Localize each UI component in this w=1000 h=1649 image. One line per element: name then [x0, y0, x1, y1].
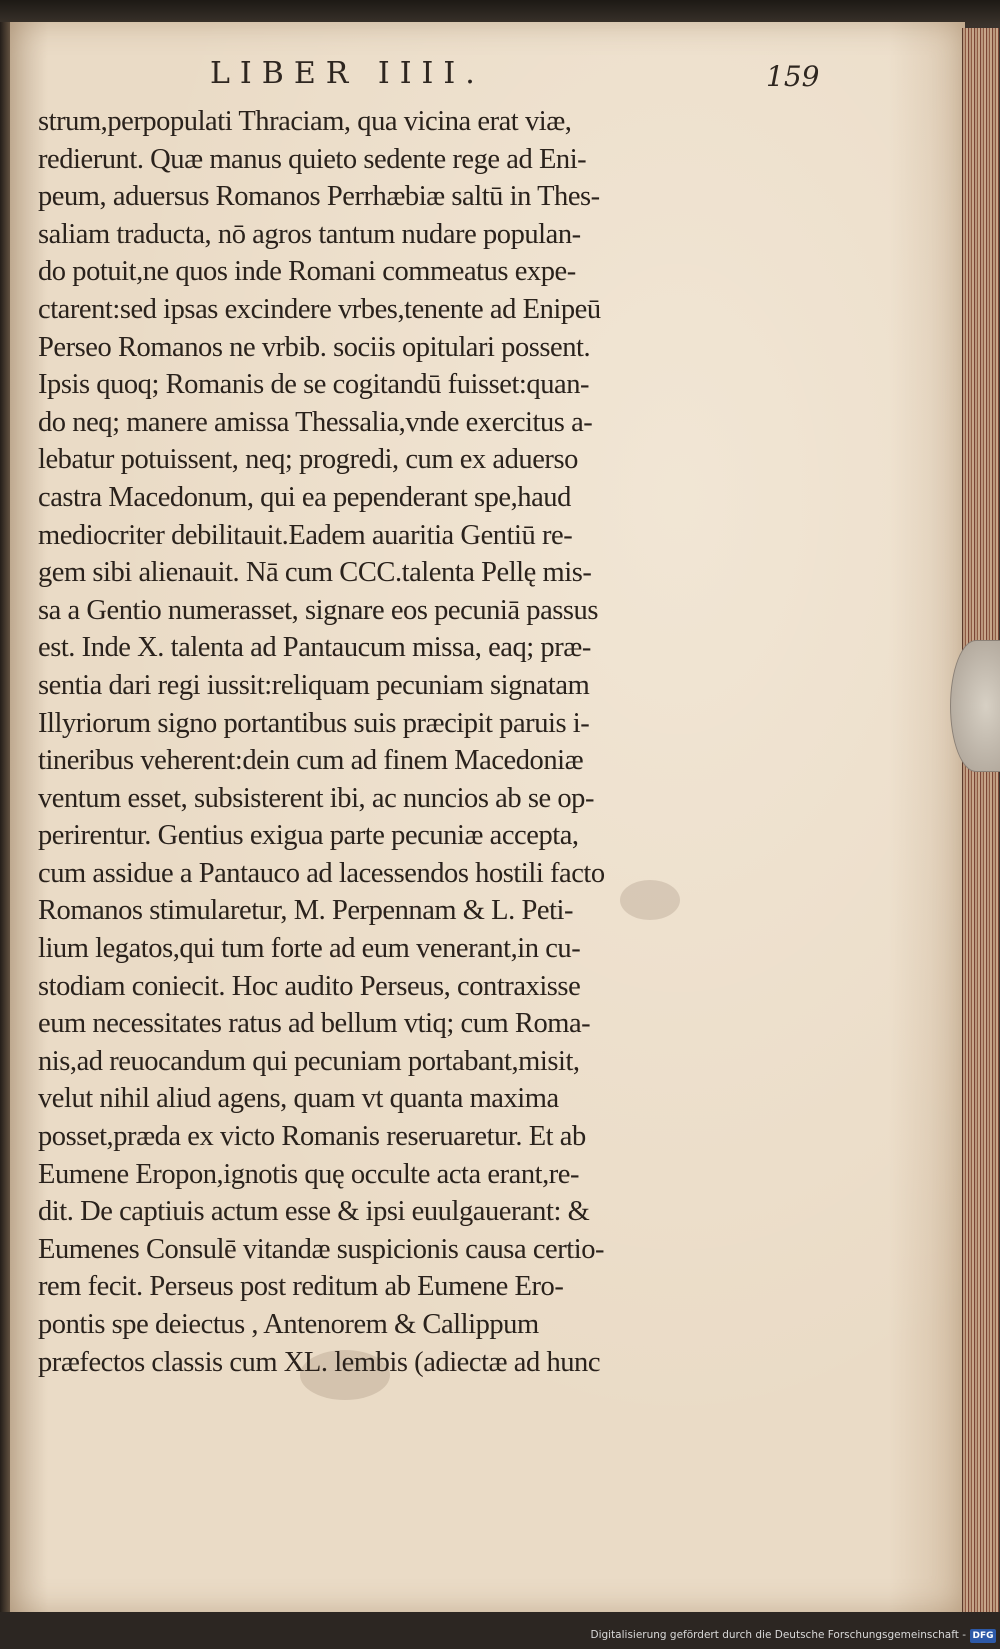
text-line: posset,præda ex victo Romanis reseruaretur. Et ab — [38, 1121, 586, 1153]
text-line: præfectos classis cum XL. lembis (adiectæ ad hunc — [38, 1346, 601, 1378]
text-line: mediocriter debilitauit.Eadem auaritia Gentiū re- — [38, 519, 573, 551]
text-line: castra Macedonum, qui ea pependerant spe,haud — [38, 481, 571, 513]
text-line: saliam traducta, nō agros tantum nudare populan- — [38, 218, 581, 250]
text-line: perirentur. Gentius exigua parte pecuniæ accepta, — [38, 820, 579, 852]
text-line: strum,perpopulati Thraciam, qua vicina erat viæ, — [38, 106, 572, 137]
text-line: Illyriorum signo portantibus suis præcipit paruis i- — [38, 707, 590, 739]
text-line: do potuit,ne quos inde Romani commeatus expe- — [38, 256, 576, 288]
text-line: pontis spe deiectus , Antenorem & Callippum — [38, 1309, 539, 1340]
text-line: lium legatos,qui tum forte ad eum venerant,in cu- — [38, 933, 581, 965]
text-line: ctarent:sed ipsas excindere vrbes,tenente ad Enipeū — [38, 293, 601, 325]
text-line: rem fecit. Perseus post reditum ab Eumene Ero- — [38, 1271, 564, 1303]
text-line: dit. De captiuis actum esse & ipsi euulgauerant: & — [38, 1196, 590, 1228]
text-line: Romanos stimularetur, M. Perpennam & L. Peti- — [38, 895, 574, 927]
text-line: peum, aduersus Romanos Perrhæbiæ saltū in Thes- — [38, 181, 600, 213]
footer-strip — [0, 1612, 1000, 1649]
digitization-credit: Digitalisierung gefördert durch die Deutsche Forschungsgemeinschaft - — [590, 1629, 966, 1641]
text-line: gem sibi alienauit. Nā cum CCC.talenta Pellę mis- — [38, 557, 592, 589]
text-line: Ipsis quoq; Romanis de se cogitandū fuisset:quan- — [38, 369, 590, 401]
text-line: ventum esset, subsisterent ibi, ac nuncios ab se op- — [38, 782, 594, 814]
text-line: nis,ad reuocandum qui pecuniam portabant,misit, — [38, 1045, 580, 1077]
text-line: cum assidue a Pantauco ad lacessendos hostili facto — [38, 857, 605, 889]
text-line: Perseo Romanos ne vrbib. sociis opitulari possent. — [38, 331, 591, 363]
dfg-logo-icon: DFG — [970, 1629, 996, 1643]
text-line: tineribus veherent:dein cum ad finem Macedoniæ — [38, 745, 584, 777]
page-edges — [962, 28, 999, 1613]
running-title: LIBER IIII. — [210, 56, 485, 91]
text-line: Eumenes Consulē vitandæ suspicionis causa certio- — [38, 1233, 605, 1265]
text-line: Eumene Eropon,ignotis quę occulte acta erant,re- — [38, 1158, 580, 1190]
text-line: velut nihil aliud agens, quam vt quanta maxima — [38, 1083, 559, 1115]
page-clip-icon — [950, 640, 1000, 772]
text-line: do neq; manere amissa Thessalia,vnde exercitus a- — [38, 406, 593, 438]
text-line: sa a Gentio numerasset, signare eos pecuniā passus — [38, 594, 598, 626]
text-line: stodiam coniecit. Hoc audito Perseus, contraxisse — [38, 970, 581, 1002]
text-line: sentia dari regi iussit:reliquam pecuniam signatam — [38, 669, 590, 701]
text-line: lebatur potuissent, neq; progredi, cum ex aduerso — [38, 444, 578, 476]
body-text — [38, 103, 838, 1381]
text-line: eum necessitates ratus ad bellum vtiq; cum Roma- — [38, 1008, 591, 1040]
text-line: est. Inde X. talenta ad Pantaucum missa, eaq; præ- — [38, 632, 591, 664]
page-number: 159 — [766, 60, 820, 93]
text-line: redierunt. Quæ manus quieto sedente rege ad Eni- — [38, 143, 587, 175]
